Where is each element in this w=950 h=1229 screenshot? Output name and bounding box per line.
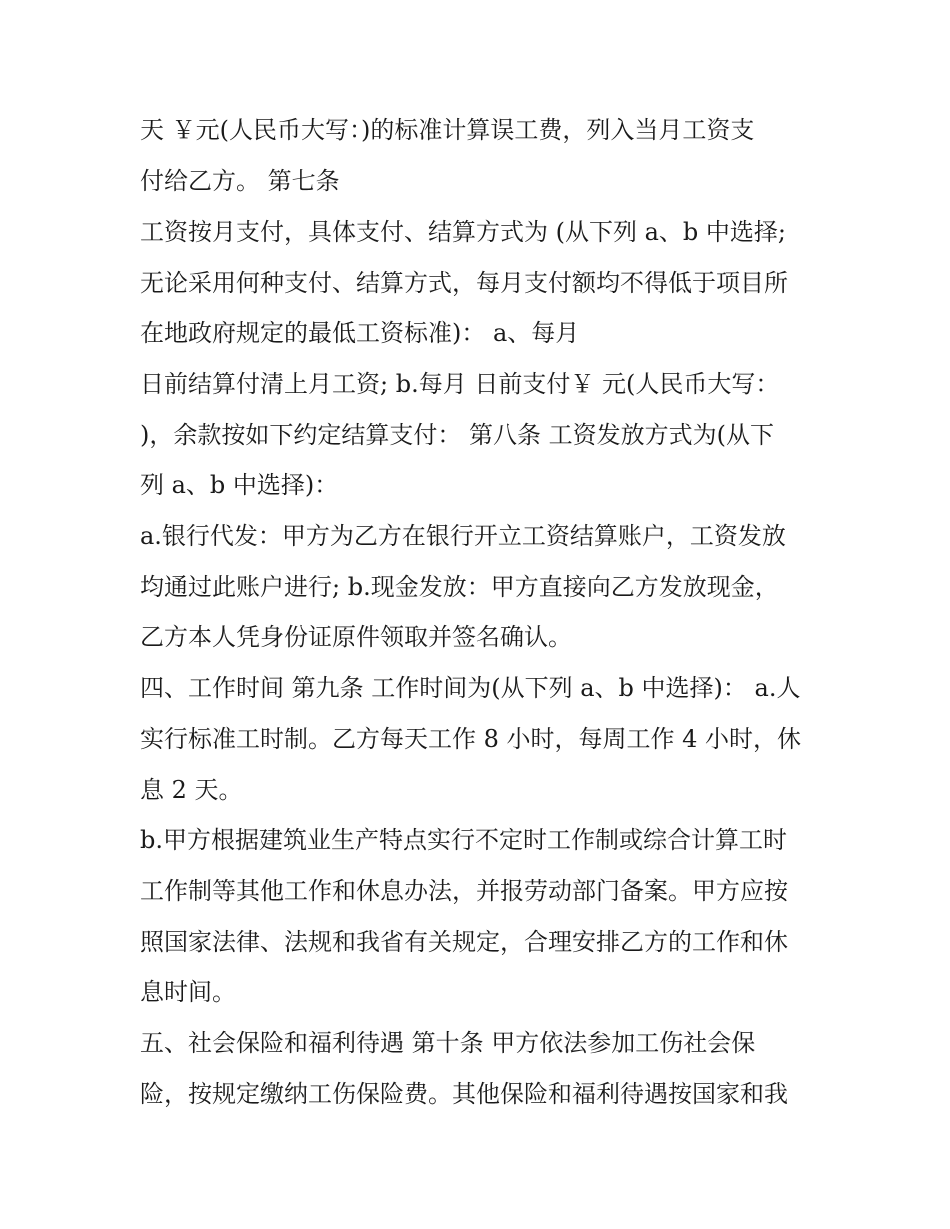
text-line-20: 险，按规定缴纳工伤保险费。其他保险和福利待遇按国家和我	[140, 1080, 788, 1108]
text-line-11: 乙方本人凭身份证原件领取并签名确认。	[140, 623, 572, 651]
text-line-2: 付给乙方。 第七条	[140, 167, 340, 195]
text-line-12: 四、工作时间 第九条 工作时间为(从下列 a、b 中选择)： a.人	[140, 674, 801, 702]
text-line-19: 五、社会保险和福利待遇 第十条 甲方依法参加工伤社会保	[140, 1029, 756, 1057]
text-line-10: 均通过此账户进行; b.现金发放：甲方直接向乙方发放现金，	[140, 573, 779, 601]
text-line-7: )，余款按如下约定结算支付： 第八条 工资发放方式为(从下	[140, 421, 774, 449]
text-line-16: 工作制等其他工作和休息办法，并报劳动部门备案。甲方应按	[140, 877, 788, 905]
text-line-9: a.银行代发：甲方为乙方在银行开立工资结算账户，工资发放	[140, 522, 786, 550]
text-line-17: 照国家法律、法规和我省有关规定，合理安排乙方的工作和休	[140, 928, 788, 956]
text-line-3: 工资按月支付，具体支付、结算方式为 (从下列 a、b 中选择;	[140, 218, 787, 246]
text-line-13: 实行标准工时制。乙方每天工作 8 小时，每周工作 4 小时，休	[140, 725, 802, 753]
text-line-18: 息时间。	[140, 978, 236, 1006]
text-line-6: 日前结算付清上月工资; b.每月 日前支付￥ 元(人民币大写：	[140, 370, 780, 398]
text-line-14: 息 2 天。	[140, 776, 243, 804]
text-line-5: 在地政府规定的最低工资标准)： a、每月	[140, 319, 580, 347]
text-line-8: 列 a、b 中选择)：	[140, 471, 339, 499]
text-line-4: 无论采用何种支付、结算方式，每月支付额均不得低于项目所	[140, 269, 788, 297]
text-line-15: b.甲方根据建筑业生产特点实行不定时工作制或综合计算工时	[140, 826, 787, 854]
text-line-1: 天 ￥元(人民币大写：)的标准计算误工费，列入当月工资支	[140, 116, 755, 144]
